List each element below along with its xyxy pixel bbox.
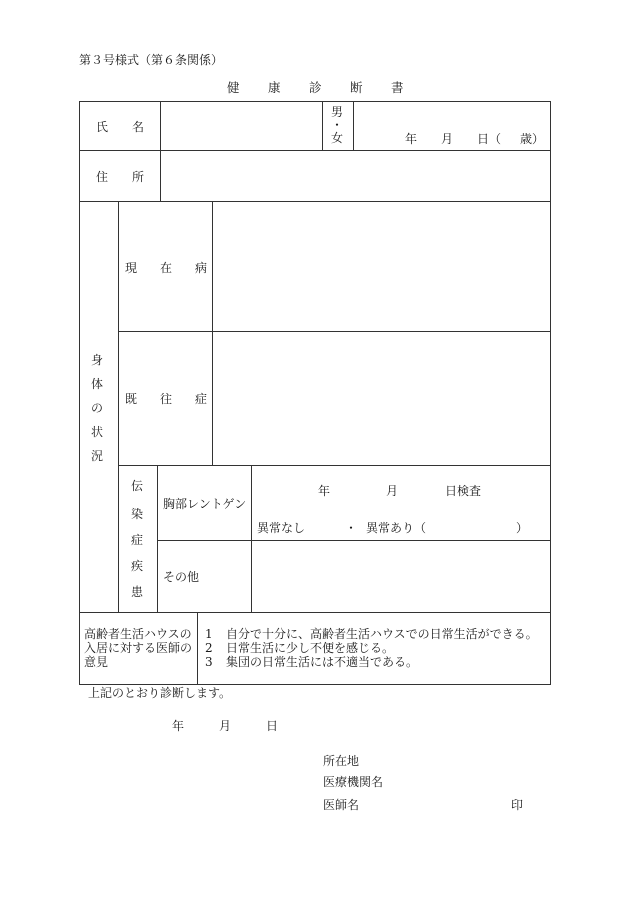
xray-normal-option[interactable]: 異常なし — [257, 521, 306, 535]
name-label: 名 — [132, 120, 145, 134]
diagnosis-month-label: 月 — [219, 719, 232, 733]
xray-label: 胸部レントゲン — [163, 497, 247, 511]
col-divider — [212, 201, 213, 465]
row-divider — [118, 465, 551, 466]
body-condition-char: 身 — [91, 353, 104, 367]
diagnosis-year-label: 年 — [172, 719, 185, 733]
sex-female: 女 — [331, 131, 344, 145]
other-field[interactable] — [253, 542, 549, 610]
opinion-option-text[interactable]: 自分で十分に、高齢者生活ハウスでの日常生活ができる。 — [226, 627, 538, 641]
col-divider — [118, 201, 119, 612]
birth-year-label: 年 — [405, 132, 418, 146]
address-label: 住 — [96, 170, 109, 184]
address-label: 所 — [132, 170, 145, 184]
xray-close-paren: ） — [516, 521, 529, 535]
past-illness-label: 既 — [125, 392, 138, 406]
opinion-option-number: 3 — [205, 655, 213, 669]
row-divider — [79, 612, 551, 613]
doctor-name-label: 医師名 — [323, 798, 360, 812]
xray-year-label: 年 — [318, 484, 331, 498]
name-label: 氏 — [96, 120, 109, 134]
opinion-label-line: 高齢者生活ハウスの — [84, 627, 192, 641]
infectious-char: 患 — [131, 585, 144, 599]
xray-abnormal-option[interactable]: 異常あり（ — [366, 521, 427, 535]
sex-male: 男 — [331, 105, 344, 119]
current-illness-label: 在 — [160, 261, 173, 275]
opinion-option-text[interactable]: 日常生活に少し不便を感じる。 — [226, 641, 395, 655]
other-label: その他 — [163, 570, 200, 584]
col-divider — [197, 612, 198, 685]
opinion-label-line: 入居に対する医師の — [84, 641, 193, 655]
title-char: 書 — [391, 80, 404, 95]
body-condition-char: の — [91, 401, 104, 415]
xray-option-separator: ・ — [345, 521, 358, 535]
birth-month-label: 月 — [441, 132, 454, 146]
body-condition-char: 況 — [91, 449, 104, 463]
infectious-char: 伝 — [131, 479, 144, 493]
opinion-option-number: 2 — [205, 641, 213, 655]
infectious-char: 症 — [131, 533, 144, 547]
xray-exam-date-label: 日検査 — [445, 484, 482, 498]
diagnosis-statement: 上記のとおり診断します。 — [88, 686, 232, 700]
current-illness-field[interactable] — [214, 203, 549, 329]
body-condition-char: 体 — [91, 377, 104, 391]
seal-label: 印 — [511, 798, 524, 812]
opinion-option-number: 1 — [205, 627, 213, 641]
institution-label: 医療機関名 — [323, 775, 384, 789]
location-label: 所在地 — [323, 754, 360, 768]
row-divider — [79, 150, 551, 151]
address-field[interactable] — [162, 152, 549, 199]
infectious-char: 染 — [131, 507, 144, 521]
current-illness-label: 現 — [125, 261, 138, 275]
infectious-char: 疾 — [131, 559, 144, 573]
col-divider — [157, 465, 158, 612]
title-char: 断 — [350, 80, 363, 95]
current-illness-label: 病 — [195, 261, 208, 275]
age-label: 歳） — [520, 132, 545, 146]
xray-month-label: 月 — [386, 484, 399, 498]
opinion-option-text[interactable]: 集団の日常生活には不適当である。 — [226, 655, 419, 669]
name-field[interactable] — [162, 103, 320, 148]
sex-dot: ・ — [331, 118, 344, 132]
birth-day-label: 日（ — [477, 132, 502, 146]
col-divider — [353, 101, 354, 150]
past-illness-field[interactable] — [214, 333, 549, 463]
diagnosis-day-label: 日 — [266, 719, 279, 733]
title-char: 診 — [309, 80, 322, 95]
past-illness-label: 往 — [160, 392, 173, 406]
title-char: 健 — [227, 80, 240, 95]
col-divider — [251, 465, 252, 612]
title-char: 康 — [268, 80, 281, 95]
row-divider — [157, 540, 551, 541]
opinion-label-line: 意見 — [84, 655, 109, 669]
body-condition-char: 状 — [91, 425, 104, 439]
past-illness-label: 症 — [195, 392, 208, 406]
col-divider — [160, 101, 161, 201]
row-divider — [118, 331, 551, 332]
form-number: 第３号様式（第６条関係） — [79, 53, 224, 67]
col-divider — [322, 101, 323, 150]
row-divider — [79, 201, 551, 202]
